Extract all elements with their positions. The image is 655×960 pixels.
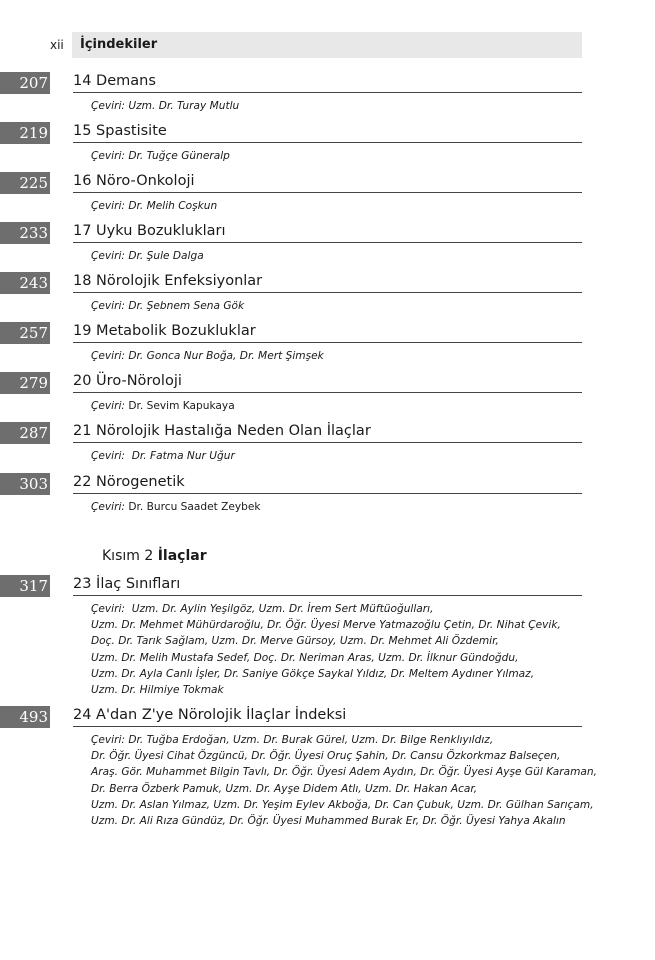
- divider: [73, 392, 582, 393]
- chapter-title[interactable]: 21 Nörolojik Hastalığa Neden Olan İlaçlar: [73, 423, 371, 439]
- translator-credit-line: Doç. Dr. Tarık Sağlam, Uzm. Dr. Merve Gürsoy, Uzm. Dr. Mehmet Ali Özdemir,: [91, 635, 499, 648]
- credit-label: Çeviri:: [91, 400, 125, 412]
- translator-credit-line: Uzm. Dr. Ayla Canlı İşler, Dr. Saniye Gökçe Saykal Yıldız, Dr. Meltem Aydıner Yılmaz,: [91, 667, 535, 680]
- page-badge: 257: [0, 322, 50, 344]
- translator-credit: Çeviri: Dr. Tuğçe Güneralp: [91, 150, 230, 162]
- chapter-title[interactable]: 15 Spastisite: [73, 123, 167, 139]
- chapter-title[interactable]: 20 Üro-Nöroloji: [73, 373, 182, 389]
- translator-credit: Çeviri: Uzm. Dr. Turay Mutlu: [91, 100, 240, 112]
- translator-credit: [91, 499, 261, 515]
- page-badge: 317: [0, 575, 50, 597]
- page-badge: 303: [0, 473, 50, 495]
- part-prefix: Kısım 2: [102, 548, 154, 564]
- translator-credit: [91, 398, 235, 414]
- chapter-title[interactable]: 17 Uyku Bozuklukları: [73, 223, 226, 239]
- divider: [73, 92, 582, 93]
- divider: [73, 442, 582, 443]
- chapter-title[interactable]: 14 Demans: [73, 73, 156, 89]
- page-badge: 207: [0, 72, 50, 94]
- translator-credit: Çeviri: Dr. Fatma Nur Uğur: [91, 450, 235, 462]
- translator-credit-line: Dr. Berra Özberk Pamuk, Uzm. Dr. Ayşe Didem Atlı, Uzm. Dr. Hakan Acar,: [91, 782, 478, 795]
- translator-credit-line: Çeviri: Dr. Tuğba Erdoğan, Uzm. Dr. Burak Gürel, Uzm. Dr. Bilge Renklıyıldız,: [91, 734, 494, 746]
- page-badge: 287: [0, 422, 50, 444]
- chapter-title[interactable]: 16 Nöro-Onkoloji: [73, 173, 195, 189]
- translator-credit: Çeviri: Dr. Gonca Nur Boğa, Dr. Mert Şimşek: [91, 350, 324, 362]
- credit-name: Dr. Sevim Kapukaya: [128, 400, 235, 412]
- translator-credit: Çeviri: Dr. Şebnem Sena Gök: [91, 300, 245, 312]
- divider: [73, 292, 582, 293]
- divider: [73, 242, 582, 243]
- translator-credit-line: Uzm. Dr. Ali Rıza Gündüz, Dr. Öğr. Üyesi Muhammed Burak Er, Dr. Öğr. Üyesi Yahya Akalın: [91, 815, 566, 827]
- translator-credit-line: Uzm. Dr. Aslan Yılmaz, Uzm. Dr. Yeşim Eylev Akboğa, Dr. Can Çubuk, Uzm. Dr. Gülhan Sarıçam,: [91, 798, 594, 811]
- translator-credit: Çeviri: Dr. Şule Dalga: [91, 250, 204, 262]
- divider: [73, 342, 582, 343]
- header-title: İçindekiler: [80, 37, 158, 52]
- translator-credit-line: Uzm. Dr. Hilmiye Tokmak: [91, 684, 224, 696]
- page-badge: 219: [0, 122, 50, 144]
- page-badge: 243: [0, 272, 50, 294]
- divider: [73, 142, 582, 143]
- translator-credit-line: Uzm. Dr. Melih Mustafa Sedef, Doç. Dr. Neriman Aras, Uzm. Dr. İlknur Gündoğdu,: [91, 651, 519, 664]
- divider: [73, 595, 582, 596]
- page-badge: 233: [0, 222, 50, 244]
- translator-credit: Çeviri: Dr. Melih Coşkun: [91, 200, 218, 212]
- chapter-title[interactable]: 19 Metabolik Bozukluklar: [73, 323, 256, 339]
- page-header: [0, 32, 655, 58]
- page-number: xii: [50, 38, 64, 52]
- divider: [73, 726, 582, 727]
- translator-credit-line: Dr. Öğr. Üyesi Cihat Özgüncü, Dr. Öğr. Üyesi Oruç Şahin, Dr. Cansu Özkorkmaz Balseçen,: [91, 750, 561, 763]
- page-badge: 279: [0, 372, 50, 394]
- divider: [73, 192, 582, 193]
- page-badge: 225: [0, 172, 50, 194]
- chapter-title[interactable]: 23 İlaç Sınıfları: [73, 576, 181, 592]
- chapter-title[interactable]: 24 A'dan Z'ye Nörolojik İlaçlar İndeksi: [73, 707, 347, 723]
- part-title: İlaçlar: [157, 548, 207, 564]
- part-heading: [102, 548, 207, 564]
- divider: [73, 493, 582, 494]
- credit-label: Çeviri:: [91, 501, 125, 513]
- chapter-title[interactable]: 18 Nörolojik Enfeksiyonlar: [73, 273, 263, 289]
- translator-credit-line: Uzm. Dr. Mehmet Mühürdaroğlu, Dr. Öğr. Üyesi Merve Yatmazoğlu Çetin, Dr. Nihat Çevik,: [91, 619, 561, 632]
- translator-credit-line: Çeviri: Uzm. Dr. Aylin Yeşilgöz, Uzm. Dr. İrem Sert Müftüoğulları,: [91, 603, 434, 615]
- translator-credit-line: Araş. Gör. Muhammet Bilgin Tavlı, Dr. Öğr. Üyesi Adem Aydın, Dr. Öğr. Üyesi Ayşe Gül Karaman,: [91, 766, 597, 779]
- page-badge: 493: [0, 706, 50, 728]
- credit-name: Dr. Burcu Saadet Zeybek: [128, 501, 261, 513]
- chapter-title[interactable]: 22 Nörogenetik: [73, 474, 185, 490]
